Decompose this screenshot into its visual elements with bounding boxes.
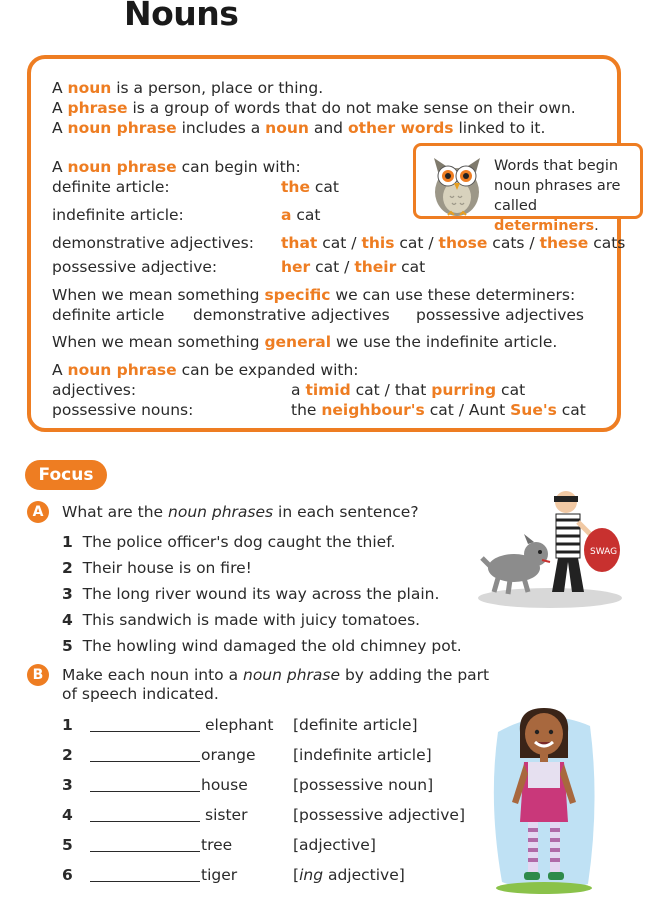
exercise-hint: [indefinite article] (293, 746, 432, 764)
exercise-number: 3 (62, 776, 73, 794)
exercise-noun: sister (205, 806, 248, 824)
section-a-badge: A (27, 501, 49, 523)
section-b-question-line2: of speech indicated. (62, 685, 219, 703)
possessive-nouns-example: the neighbour's cat / Aunt Sue's cat (291, 401, 586, 419)
indefinite-example: a cat (281, 206, 321, 224)
exercise-hint: [possessive noun] (293, 776, 434, 794)
exercise-number: 6 (62, 866, 73, 884)
specific-item-possessive: possessive adjectives (416, 306, 584, 324)
determiners-callout (413, 143, 643, 234)
exercise-number: 5 (62, 836, 73, 854)
exercise-noun: tiger (201, 866, 238, 884)
exercise-noun: orange (201, 746, 256, 764)
section-a-question: What are the noun phrases in each sentence? (62, 503, 419, 521)
exercise-hint: [ing adjective] (293, 866, 405, 884)
list-item: 4 This sandwich is made with juicy tomatoes. (62, 611, 421, 629)
answer-blank[interactable] (90, 851, 200, 852)
definite-label: definite article: (52, 178, 170, 196)
section-b-badge: B (27, 664, 49, 686)
list-item: 2 Their house is on fire! (62, 559, 252, 577)
possessive-label: possessive adjective: (52, 258, 218, 276)
exercise-noun: house (201, 776, 248, 794)
exercise-noun: tree (201, 836, 233, 854)
dog-icon (482, 534, 550, 594)
exercise-hint: [definite article] (293, 716, 418, 734)
exercise-hint: [adjective] (293, 836, 376, 854)
possessive-nouns-label: possessive nouns: (52, 401, 194, 419)
answer-blank[interactable] (90, 881, 200, 882)
def-noun: A noun is a person, place or thing. (52, 79, 324, 97)
page-title: Nouns (124, 0, 239, 33)
owl-icon (424, 150, 490, 218)
def-phrase: A phrase is a group of words that do not make sense on their own. (52, 99, 576, 117)
exercise-hint: [possessive adjective] (293, 806, 465, 824)
list-item: 5 The howling wind damaged the old chimney pot. (62, 637, 462, 655)
adjectives-example: a timid cat / that purring cat (291, 381, 526, 399)
def-noun-phrase: A noun phrase includes a noun and other words linked to it. (52, 119, 546, 137)
possessive-example: her cat / their cat (281, 258, 426, 276)
svg-text:SWAG: SWAG (590, 547, 618, 557)
general-line: When we mean something general we use the indefinite article. (52, 333, 558, 351)
begin-heading: A noun phrase can begin with: (52, 158, 301, 176)
specific-item-demonstrative: demonstrative adjectives (193, 306, 390, 324)
swag-bag-icon (584, 528, 620, 572)
answer-blank[interactable] (90, 761, 200, 762)
exercise-noun: elephant (205, 716, 274, 734)
adjectives-label: adjectives: (52, 381, 137, 399)
definite-example: the cat (281, 178, 339, 196)
dog-and-thief-illustration (474, 488, 626, 610)
section-b-question: Make each noun into a noun phrase by adding the part (62, 666, 490, 684)
answer-blank[interactable] (90, 821, 200, 822)
answer-blank[interactable] (90, 731, 200, 732)
focus-badge: Focus (25, 460, 107, 490)
specific-line: When we mean something specific we can use these determiners: (52, 286, 576, 304)
demonstrative-label: demonstrative adjectives: (52, 234, 254, 252)
list-item: 1 The police officer's dog caught the thief. (62, 533, 396, 551)
expand-heading: A noun phrase can be expanded with: (52, 361, 359, 379)
exercise-number: 4 (62, 806, 73, 824)
demonstrative-example: that cat / this cat / those cats / these cats (281, 234, 626, 252)
answer-blank[interactable] (90, 791, 200, 792)
exercise-number: 2 (62, 746, 73, 764)
exercise-number: 1 (62, 716, 73, 734)
callout-text: Words that begin noun phrases are called determiners. (494, 158, 621, 234)
specific-item-definite: definite article (52, 306, 165, 324)
girl-illustration (488, 702, 600, 896)
indefinite-label: indefinite article: (52, 206, 184, 224)
list-item: 3 The long river wound its way across the plain. (62, 585, 440, 603)
